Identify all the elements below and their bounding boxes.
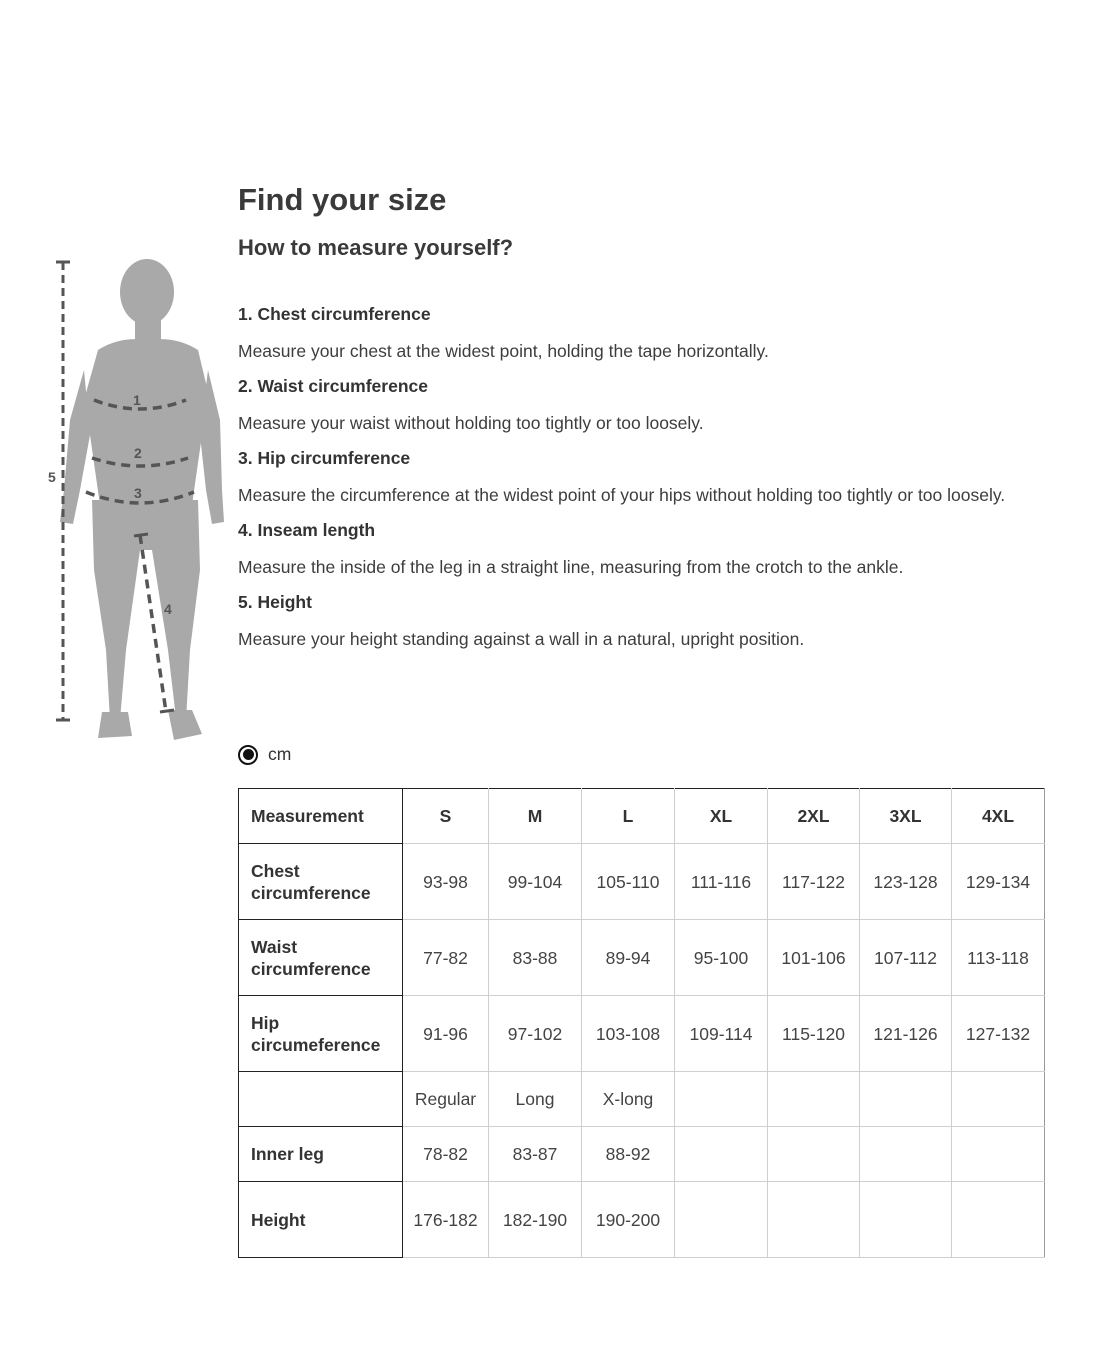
table-cell (768, 1182, 860, 1258)
table-cell: 123-128 (860, 844, 952, 920)
table-cell: 113-118 (952, 920, 1045, 996)
table-cell (860, 1127, 952, 1182)
table-cell: 117-122 (768, 844, 860, 920)
header-size-xl: XL (675, 789, 768, 844)
table-cell: 115-120 (768, 996, 860, 1072)
step-title-inseam: 4. Inseam length (238, 520, 376, 540)
inseam-marker-label: 4 (164, 601, 172, 617)
header-size-2xl: 2XL (768, 789, 860, 844)
table-cell: Regular (403, 1072, 489, 1127)
cm-radio-label[interactable]: cm (268, 744, 292, 764)
cm-radio-button[interactable] (238, 745, 258, 765)
table-row-inner-leg (239, 1127, 1045, 1182)
step-title-hip: 3. Hip circumference (238, 448, 411, 468)
table-cell: 127-132 (952, 996, 1045, 1072)
table-cell: 105-110 (582, 844, 675, 920)
table-cell (675, 1072, 768, 1127)
table-cell (675, 1127, 768, 1182)
row-label: Height (239, 1182, 403, 1258)
table-row-leg-length (239, 1072, 1045, 1127)
table-cell: 78-82 (403, 1127, 489, 1182)
step-desc-waist: Measure your waist without holding too tightly or too loosely. (238, 413, 704, 433)
chest-marker-label: 1 (133, 392, 141, 408)
page-title: Find your size (238, 182, 447, 217)
table-cell (860, 1072, 952, 1127)
table-cell: 129-134 (952, 844, 1045, 920)
step-desc-hip: Measure the circumference at the widest point of your hips without holding too tightly or too loosely. (238, 485, 1006, 505)
table-cell: 190-200 (582, 1182, 675, 1258)
row-label (239, 1072, 403, 1127)
table-cell: 88-92 (582, 1127, 675, 1182)
table-cell: 107-112 (860, 920, 952, 996)
size-guide-content (238, 180, 1048, 663)
table-cell: 97-102 (489, 996, 582, 1072)
header-size-3xl: 3XL (860, 789, 952, 844)
table-cell (952, 1127, 1045, 1182)
table-cell: 93-98 (403, 844, 489, 920)
table-cell: 101-106 (768, 920, 860, 996)
header-measurement: Measurement (239, 789, 403, 844)
table-cell: Long (489, 1072, 582, 1127)
hip-marker-label: 3 (134, 485, 142, 501)
page-subtitle: How to measure yourself? (238, 235, 514, 260)
table-cell (952, 1072, 1045, 1127)
row-label: Hip circumeference (239, 996, 403, 1072)
header-size-l: L (582, 789, 675, 844)
table-cell: X-long (582, 1072, 675, 1127)
table-cell: 176-182 (403, 1182, 489, 1258)
header-size-s: S (403, 789, 489, 844)
row-label: Chest circumference (239, 844, 403, 920)
table-cell: 109-114 (675, 996, 768, 1072)
table-cell: 121-126 (860, 996, 952, 1072)
step-desc-chest: Measure your chest at the widest point, holding the tape horizontally. (238, 341, 769, 361)
table-header-row (239, 789, 1045, 844)
body-measurement-figure (40, 250, 240, 750)
step-title-chest: 1. Chest circumference (238, 304, 431, 324)
table-cell (768, 1072, 860, 1127)
radio-selected-dot (243, 749, 254, 760)
table-cell (675, 1182, 768, 1258)
step-desc-inseam: Measure the inside of the leg in a straight line, measuring from the crotch to the ankle. (238, 557, 904, 577)
table-cell: 111-116 (675, 844, 768, 920)
row-label: Waist circumference (239, 920, 403, 996)
table-cell: 77-82 (403, 920, 489, 996)
unit-selector[interactable] (238, 744, 291, 765)
header-size-m: M (489, 789, 582, 844)
table-row-chest (239, 844, 1045, 920)
waist-marker-label: 2 (134, 445, 142, 461)
measurement-steps (238, 303, 1048, 653)
step-title-waist: 2. Waist circumference (238, 376, 428, 396)
table-cell: 83-87 (489, 1127, 582, 1182)
table-cell: 95-100 (675, 920, 768, 996)
table-cell: 103-108 (582, 996, 675, 1072)
table-row-hip (239, 996, 1045, 1072)
row-label: Inner leg (239, 1127, 403, 1182)
step-desc-height: Measure your height standing against a wall in a natural, upright position. (238, 629, 805, 649)
height-marker-label: 5 (48, 469, 56, 485)
table-cell: 91-96 (403, 996, 489, 1072)
table-cell: 89-94 (582, 920, 675, 996)
header-size-4xl: 4XL (952, 789, 1045, 844)
table-cell (860, 1182, 952, 1258)
table-row-height (239, 1182, 1045, 1258)
table-cell (768, 1127, 860, 1182)
table-cell: 99-104 (489, 844, 582, 920)
table-cell (952, 1182, 1045, 1258)
table-cell: 83-88 (489, 920, 582, 996)
step-title-height: 5. Height (238, 592, 312, 612)
table-row-waist (239, 920, 1045, 996)
table-cell: 182-190 (489, 1182, 582, 1258)
size-chart-table (238, 788, 1045, 1258)
